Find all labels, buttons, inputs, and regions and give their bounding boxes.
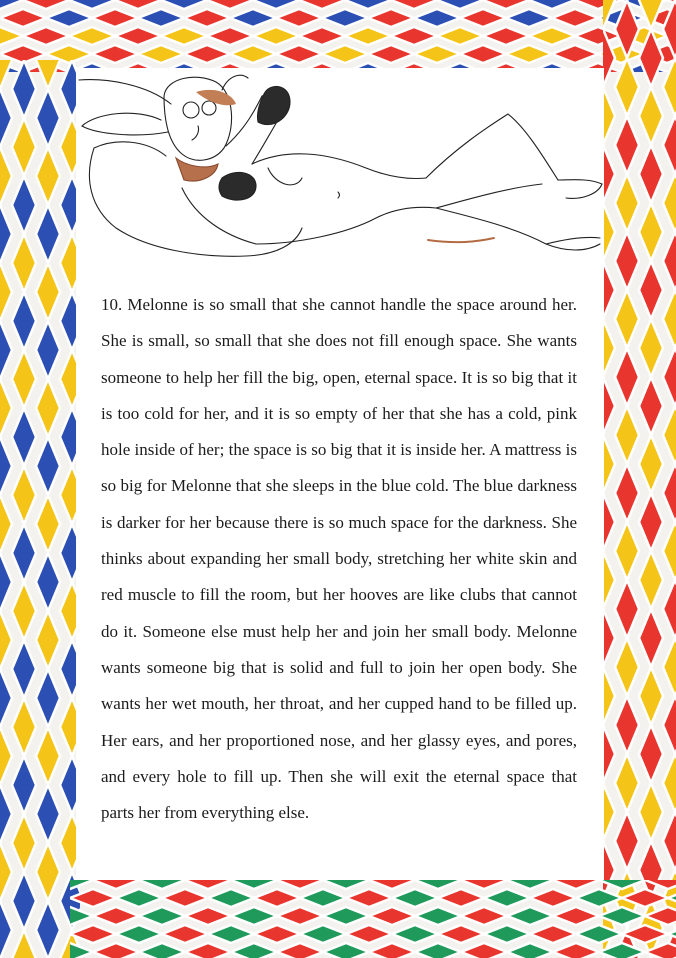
top-ear: [79, 80, 171, 104]
border-diamond: [529, 0, 575, 9]
border-diamond: [208, 889, 254, 907]
border-diamond: [415, 907, 461, 925]
border-diamond: [36, 785, 60, 843]
border-diamond: [139, 943, 185, 958]
border-diamond: [184, 9, 230, 27]
border-diamond: [615, 348, 639, 406]
border-diamond: [23, 0, 69, 9]
border-diamond: [299, 0, 345, 9]
border-diamond: [12, 292, 36, 350]
border-diamond: [36, 669, 60, 727]
border-diamond: [392, 889, 438, 907]
border-diamond: [254, 925, 300, 943]
border-diamond: [369, 907, 415, 925]
border-diamond: [139, 880, 185, 889]
border-diamond: [12, 234, 36, 292]
border-diamond: [438, 889, 484, 907]
border-diamond: [0, 147, 12, 205]
border-diamond: [415, 943, 461, 958]
border-diamond: [208, 925, 254, 943]
left-glasses-lens: [183, 102, 199, 118]
border-diamond: [12, 408, 36, 466]
border-diamond: [639, 377, 663, 435]
border-diamond: [603, 609, 615, 667]
border-diamond: [277, 907, 323, 925]
border-diamond: [639, 261, 663, 319]
border-diamond: [230, 45, 276, 63]
border-diamond: [552, 45, 598, 63]
border-diamond: [603, 377, 615, 435]
border-diamond: [639, 0, 663, 29]
border-diamond: [663, 348, 676, 406]
border-diamond: [12, 350, 36, 408]
border-diamond: [254, 889, 300, 907]
border-diamond: [603, 0, 615, 29]
border-diamond: [663, 116, 676, 174]
border-diamond: [93, 880, 139, 889]
border-diamond: [639, 493, 663, 551]
border-diamond: [603, 667, 615, 725]
border-diamond: [639, 87, 663, 145]
border-diamond: [603, 435, 615, 493]
border-diamond: [639, 145, 663, 203]
border-diamond: [603, 783, 615, 841]
border-diamond: [0, 843, 12, 901]
navel: [338, 192, 340, 198]
border-diamond: [23, 27, 69, 45]
border-diamond: [185, 907, 231, 925]
border-diamond: [484, 889, 530, 907]
border-diamond: [36, 437, 60, 495]
border-diamond: [460, 45, 506, 63]
border-diamond: [93, 943, 139, 958]
border-diamond: [12, 698, 36, 756]
border-diamond: [115, 0, 161, 9]
border-diamond: [663, 580, 676, 638]
hair-top: [196, 90, 236, 105]
border-diamond: [207, 27, 253, 45]
border-diamond: [391, 0, 437, 9]
border-diamond: [507, 880, 553, 889]
border-diamond: [184, 45, 230, 63]
border-diamond: [506, 9, 552, 27]
border-diamond: [645, 907, 676, 925]
border-diamond: [603, 261, 615, 319]
border-diamond: [0, 60, 12, 89]
border-diamond: [12, 756, 36, 814]
border-diamond: [576, 925, 622, 943]
border-diamond: [639, 551, 663, 609]
border-diamond: [615, 116, 639, 174]
border-diamond: [36, 263, 60, 321]
border-diamond: [92, 9, 138, 27]
border-diamond: [36, 205, 60, 263]
border-diamond: [615, 812, 639, 870]
border-diamond: [12, 60, 36, 118]
border-diamond: [615, 754, 639, 812]
border-diamond: [322, 45, 368, 63]
border-diamond: [615, 232, 639, 290]
border-diamond: [12, 814, 36, 872]
border-diamond: [162, 889, 208, 907]
border-diamond: [323, 943, 369, 958]
border-diamond: [392, 925, 438, 943]
border-diamond: [483, 0, 529, 9]
border-diamond: [603, 725, 615, 783]
border-diamond: [483, 27, 529, 45]
border-diamond: [70, 925, 116, 943]
border-diamond: [553, 943, 599, 958]
border-diamond: [438, 925, 484, 943]
border-diamond: [0, 0, 23, 9]
border-diamond: [230, 9, 276, 27]
border-diamond: [639, 435, 663, 493]
border-diamond: [639, 29, 663, 87]
border-diamond: [0, 785, 12, 843]
border-diamond: [603, 145, 615, 203]
border-diamond: [615, 406, 639, 464]
border-diamond: [530, 925, 576, 943]
border-diamond: [36, 727, 60, 785]
hair-patch: [176, 158, 218, 181]
border-diamond: [36, 147, 60, 205]
border-diamond: [12, 466, 36, 524]
border-diamond: [138, 9, 184, 27]
border-diamond: [668, 925, 676, 943]
border-diamond: [599, 880, 645, 889]
border-diamond: [36, 611, 60, 669]
reclining-figure-illustration: [76, 68, 604, 283]
border-diamond: [603, 493, 615, 551]
border-diamond: [663, 0, 676, 58]
border-diamond: [185, 880, 231, 889]
pillow-edge: [94, 142, 166, 156]
border-diamond: [0, 263, 12, 321]
border-diamond: [391, 27, 437, 45]
border-diamond: [0, 9, 46, 27]
border-diamond: [0, 495, 12, 553]
border-diamond: [0, 669, 12, 727]
border-diamond: [93, 907, 139, 925]
horn-right: [222, 75, 248, 90]
border-diamond: [322, 9, 368, 27]
border-diamond: [323, 907, 369, 925]
border-diamond: [461, 907, 507, 925]
border-diamond: [368, 9, 414, 27]
border-diamond: [576, 889, 622, 907]
border-diamond: [615, 464, 639, 522]
border-diamond: [663, 754, 676, 812]
border-diamond: [615, 0, 639, 58]
border-diamond: [323, 880, 369, 889]
border-diamond: [599, 907, 645, 925]
border-diamond: [277, 943, 323, 958]
border-diamond: [345, 27, 391, 45]
border-diamond: [603, 319, 615, 377]
bottom-decorative-border: [70, 880, 676, 958]
border-diamond: [12, 582, 36, 640]
border-diamond: [615, 638, 639, 696]
border-diamond: [663, 638, 676, 696]
border-diamond: [645, 943, 676, 958]
border-diamond: [645, 880, 676, 889]
border-diamond: [12, 872, 36, 930]
border-diamond: [603, 29, 615, 87]
upper-leg-inner: [436, 184, 542, 208]
border-diamond: [663, 812, 676, 870]
border-diamond: [507, 907, 553, 925]
border-diamond: [70, 907, 93, 925]
border-diamond: [12, 524, 36, 582]
border-diamond: [639, 783, 663, 841]
torso-top: [252, 154, 426, 179]
border-diamond: [461, 880, 507, 889]
border-diamond: [615, 580, 639, 638]
border-diamond: [161, 27, 207, 45]
border-diamond: [300, 889, 346, 907]
border-diamond: [663, 174, 676, 232]
border-diamond: [603, 551, 615, 609]
border-diamond: [0, 553, 12, 611]
border-diamond: [506, 45, 552, 63]
border-diamond: [36, 321, 60, 379]
border-diamond: [663, 464, 676, 522]
border-diamond: [460, 9, 506, 27]
border-diamond: [0, 901, 12, 958]
border-diamond: [12, 640, 36, 698]
border-diamond: [36, 89, 60, 147]
lower-hoof: [219, 172, 256, 200]
border-diamond: [663, 290, 676, 348]
border-diamond: [415, 880, 461, 889]
right-decorative-border: [603, 0, 676, 958]
border-diamond: [529, 27, 575, 45]
tail: [428, 238, 494, 242]
border-diamond: [622, 889, 668, 907]
border-diamond: [663, 406, 676, 464]
border-diamond: [0, 321, 12, 379]
upper-leg: [426, 114, 558, 180]
border-diamond: [603, 87, 615, 145]
border-diamond: [461, 943, 507, 958]
border-diamond: [276, 9, 322, 27]
pillow-outline: [89, 148, 302, 256]
border-diamond: [0, 89, 12, 147]
border-diamond: [0, 27, 23, 45]
right-glasses-lens: [202, 101, 216, 115]
border-diamond: [231, 880, 277, 889]
border-diamond: [12, 930, 36, 958]
border-diamond: [639, 609, 663, 667]
border-diamond: [300, 925, 346, 943]
torso-bottom: [256, 207, 436, 244]
border-diamond: [36, 843, 60, 901]
border-diamond: [663, 232, 676, 290]
border-diamond: [207, 0, 253, 9]
border-diamond: [369, 880, 415, 889]
border-diamond: [615, 696, 639, 754]
border-diamond: [639, 203, 663, 261]
border-diamond: [615, 522, 639, 580]
border-diamond: [231, 907, 277, 925]
border-diamond: [46, 9, 92, 27]
border-diamond: [0, 727, 12, 785]
border-diamond: [231, 943, 277, 958]
border-diamond: [663, 522, 676, 580]
border-diamond: [615, 58, 639, 116]
border-diamond: [162, 925, 208, 943]
border-diamond: [437, 27, 483, 45]
border-diamond: [663, 58, 676, 116]
border-diamond: [663, 696, 676, 754]
border-diamond: [622, 925, 668, 943]
top-decorative-border: [0, 0, 676, 72]
border-diamond: [369, 943, 415, 958]
border-diamond: [12, 118, 36, 176]
nose-mouth: [192, 126, 199, 140]
foot-bottom: [546, 237, 600, 244]
raised-hoof: [257, 86, 290, 124]
border-diamond: [139, 907, 185, 925]
border-diamond: [276, 45, 322, 63]
border-diamond: [484, 925, 530, 943]
border-diamond: [345, 0, 391, 9]
border-diamond: [70, 889, 116, 907]
border-diamond: [553, 880, 599, 889]
foot-top: [558, 180, 602, 199]
breast: [268, 168, 302, 185]
border-diamond: [552, 9, 598, 27]
border-diamond: [36, 60, 60, 89]
border-diamond: [36, 553, 60, 611]
border-diamond: [138, 45, 184, 63]
border-diamond: [70, 880, 93, 889]
page-panel: [76, 68, 604, 880]
border-diamond: [69, 27, 115, 45]
border-diamond: [530, 889, 576, 907]
border-diamond: [36, 901, 60, 958]
border-diamond: [116, 889, 162, 907]
border-diamond: [414, 9, 460, 27]
border-diamond: [277, 880, 323, 889]
border-diamond: [115, 27, 161, 45]
border-diamond: [668, 889, 676, 907]
border-diamond: [70, 943, 93, 958]
border-diamond: [346, 925, 392, 943]
border-diamond: [639, 319, 663, 377]
border-diamond: [615, 290, 639, 348]
border-diamond: [553, 907, 599, 925]
head-outline: [164, 77, 232, 160]
border-diamond: [92, 45, 138, 63]
border-diamond: [0, 437, 12, 495]
lower-leg: [436, 208, 600, 250]
border-diamond: [116, 925, 162, 943]
border-diamond: [185, 943, 231, 958]
story-paragraph: 10. Melonne is so small that she cannot handle the space around her. She is small, so small that she does not fill enough space. She wants someone to help her fill the big, open, eternal space. It is so big that it is too cold for her, and it is so empty of her that she has a cold, pink hole inside of her; the space is so big that it is inside her. A mattress is so big for Melonne that she sleeps in the blue cold. The blue darkness is darker for her because there is so much space for the darkness. She thinks about expanding her small body, stretching her white skin and red muscle to fill the room, but her hooves are like clubs that cannot do it. Someone else must help her and join her small body. Melonne wants someone big that is solid and full to join her open body. She wants her wet mouth, her throat, and her cupped hand to be filled up. Her ears, and her proportioned nose, and her glassy eyes, and pores, and every hole to fill up. Then she will exit the eternal space that parts her from everything else.: [101, 295, 577, 823]
border-diamond: [36, 379, 60, 437]
border-diamond: [414, 45, 460, 63]
border-diamond: [161, 0, 207, 9]
left-ear: [82, 113, 168, 135]
border-diamond: [0, 379, 12, 437]
border-diamond: [346, 889, 392, 907]
border-diamond: [253, 27, 299, 45]
border-diamond: [253, 0, 299, 9]
border-diamond: [599, 943, 645, 958]
border-diamond: [639, 667, 663, 725]
border-diamond: [299, 27, 345, 45]
border-diamond: [36, 495, 60, 553]
border-diamond: [0, 205, 12, 263]
border-diamond: [507, 943, 553, 958]
border-diamond: [0, 611, 12, 669]
left-decorative-border: [0, 60, 80, 958]
border-diamond: [615, 174, 639, 232]
border-diamond: [368, 45, 414, 63]
border-diamond: [603, 203, 615, 261]
border-diamond: [639, 725, 663, 783]
border-diamond: [437, 0, 483, 9]
border-diamond: [12, 176, 36, 234]
border-diamond: [69, 0, 115, 9]
